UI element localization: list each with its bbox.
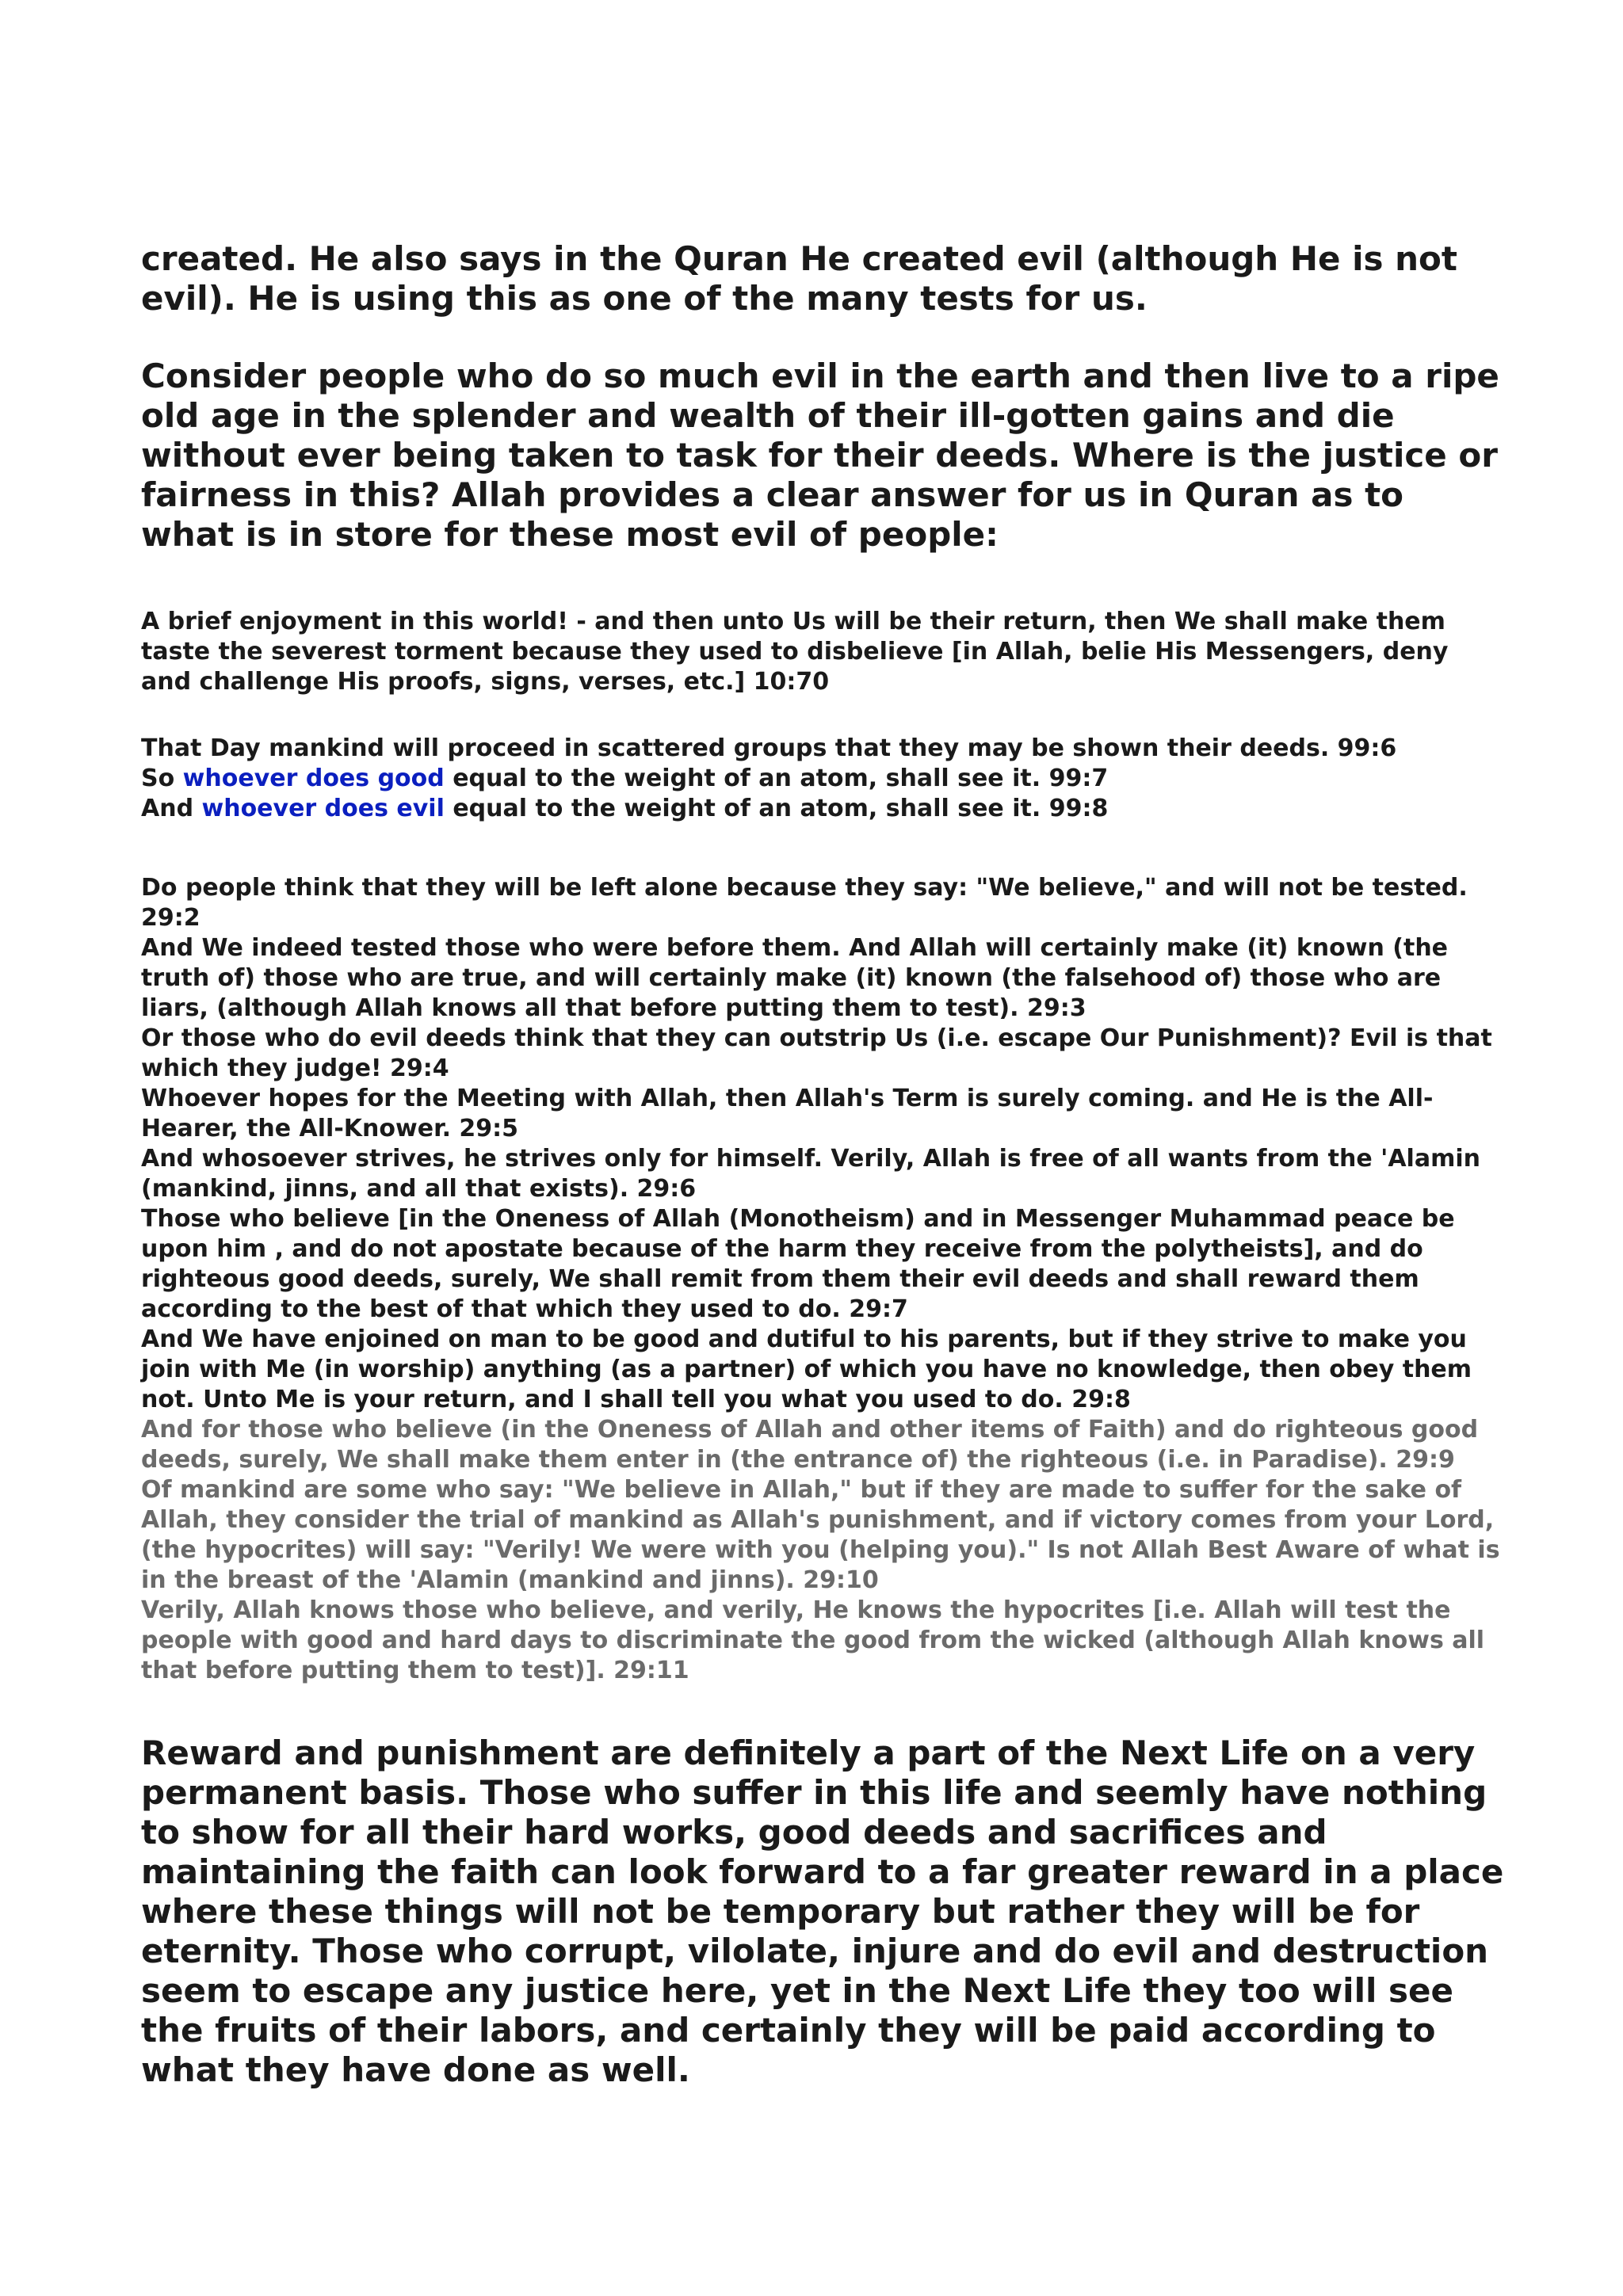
verse-99-8 — [141, 794, 1504, 824]
quote-10-70: A brief enjoyment in this world! - and then unto Us will be their return, then We shall make them taste the severest torment because they used to disbelieve [in Allah, belie His Messengers, deny and challenge His proofs, signs, verses, etc.] 10:70 — [141, 608, 1449, 696]
paragraph-reward: Reward and punishment are definitely a part of the Next Life on a very permanent basis. Those who suffer in this life and seemly have nothing to show for all their hard works, good deeds and sacrifices and maintaining the faith can look forward to a far greater reward in a place where these things will not be temporary but rather they will be for eternity. Those who corrupt, vilolate, injure and do evil and destruction seem to escape any justice here, yet in the Next Life they too will see the fruits of their labors, and certainly they will be paid according to what they have done as well. — [141, 1733, 1504, 2089]
paragraph-intro: created. He also says in the Quran He created evil (although He is not evil). He is using this as one of the many tests for us. — [141, 239, 1457, 318]
verse-99-7-suffix: equal to the weight of an atom, shall see it. 99:7 — [444, 765, 1109, 792]
spacer — [141, 318, 1504, 357]
paragraph-consider: Consider people who do so much evil in the earth and then live to a ripe old age in the splender and wealth of their ill-gotten gains and die without ever being taken to task for their deeds. Where is the justice or fairness in this? Allah provides a clear answer for us in Quran as to what is in store for these most evil of people: — [141, 357, 1499, 554]
verse-29-7: Those who believe [in the Oneness of Allah (Monotheism) and in Messenger Muhammad peace be upon him , and do not apostate because of the harm they receive from the polytheists], and do righteous good deeds, surely, We shall remit from them their evil deeds and shall reward them according to the best of that which they used to do. 29:7 — [141, 1205, 1455, 1323]
verse-99-6: That Day mankind will proceed in scattered groups that they may be shown their deeds. 99:6 — [141, 734, 1397, 762]
verse-29-9: And for those who believe (in the Oneness of Allah and other items of Faith) and do righteous good deeds, surely, We shall make them enter in (the entrance of) the righteous (i.e. in Paradise). 29:9 — [141, 1416, 1479, 1474]
verse-29-6: And whosoever strives, he strives only for himself. Verily, Allah is free of all wants from the 'Alamin (mankind, jinns, and all that exists). 29:6 — [141, 1145, 1480, 1203]
verse-29-10: Of mankind are some who say: "We believe in Allah," but if they are made to suffer for the sake of Allah, they consider the trial of mankind as Allah's punishment, and if victory comes from your Lord, (the hypocrites) will say: "Verily! We were with you (helping you)." Is not Allah Best Aware of what is in the breast of the 'Alamin (mankind and jinns). 29:10 — [141, 1476, 1500, 1594]
whoever-does-good-link[interactable]: whoever does good — [182, 765, 445, 792]
verse-29-3: And We indeed tested those who were before them. And Allah will certainly make (it) known (the truth of) those who are true, and will certainly make (it) known (the falsehood of) those who are liars, (although Allah knows all that before putting them to test). 29:3 — [141, 934, 1449, 1022]
verse-29-4: Or those who do evil deeds think that they can outstrip Us (i.e. escape Our Punishment)? Evil is that which they judge! 29:4 — [141, 1024, 1492, 1082]
verse-29-5: Whoever hopes for the Meeting with Allah, then Allah's Term is surely coming. and He is the All-Hearer, the All-Knower. 29:5 — [141, 1085, 1434, 1142]
whoever-does-evil-link[interactable]: whoever does evil — [201, 795, 445, 822]
document-page — [141, 239, 1504, 2090]
quote-29 — [141, 873, 1504, 1686]
verse-99-8-prefix: And — [141, 795, 202, 822]
verse-99-8-suffix: equal to the weight of an atom, shall see it. 99:8 — [444, 795, 1109, 822]
verse-29-2: Do people think that they will be left alone because they say: "We believe," and will not be tested. 29:2 — [141, 874, 1468, 932]
verse-99-7 — [141, 764, 1504, 794]
verse-29-8: And We have enjoined on man to be good and dutiful to his parents, but if they strive to make you join with Me (in worship) anything (as a partner) of which you have no knowledge, then obey them not. Unto Me is your return, and I shall tell you what you used to do. 29:8 — [141, 1325, 1472, 1413]
quote-99 — [141, 734, 1504, 824]
verse-99-7-prefix: So — [141, 765, 183, 792]
spacer — [141, 824, 1504, 873]
spacer — [141, 555, 1504, 607]
spacer — [141, 697, 1504, 734]
verse-29-11: Verily, Allah knows those who believe, and verily, He knows the hypocrites [i.e. Allah will test the people with good and hard days to discriminate the good from the wicked (although Allah knows all that before putting them to test)]. 29:11 — [141, 1596, 1485, 1684]
spacer — [141, 1686, 1504, 1733]
